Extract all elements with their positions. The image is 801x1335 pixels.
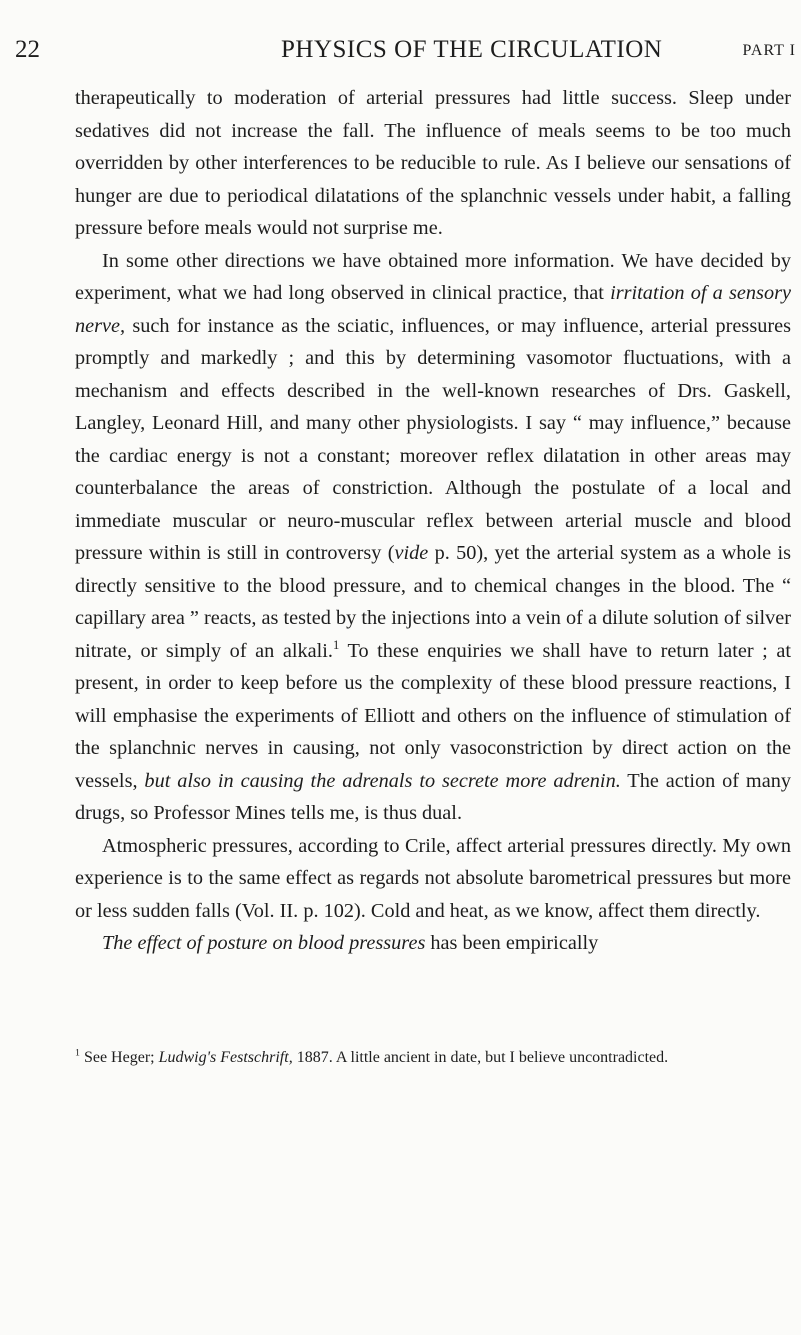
- footnote-marker: 1: [75, 1047, 80, 1059]
- italic-text: but also in causing the adrenals to secrete more adrenin.: [144, 769, 621, 792]
- text-run: such for instance as the sciatic, influences, or may influence, arterial pressures promptly and markedly ; and this by determining vasomotor fluctuations, with a mechanism and effects described in the well-known researches of Drs. Gaskell, Langley, Leonard Hill, and many other physiologists. I say “ may influence,” because the cardiac energy is not a constant; moreover reflex dilatation in other areas may counterbalance the areas of constriction. Although the postulate of a local and immediate muscular or neuro-muscular reflex between arterial muscle and blood pressure within is still in controversy (: [75, 314, 791, 564]
- text-run: therapeutically to moderation of arterial pressures had little success. Sleep under sedatives did not increase the fall. The influence of meals seems to be too much overridden by other interferences to be reducible to rule. As I believe our sensations of hunger are due to periodical dilatations of the splanchnic vessels under habit, a falling pressure before meals would not surprise me.: [75, 87, 791, 239]
- text-run: Atmospheric pressures, according to Crile, affect arterial pressures directly. My own experience is to the same effect as regards not absolute barometrical pressures but more or less sudden falls (Vol. II. p. 102). Cold and heat, as we know, affect them directly.: [75, 834, 791, 922]
- footnote: [75, 1046, 791, 1069]
- italic-text: irritation of a sensory nerve,: [75, 282, 791, 337]
- text-run: In some other directions we have obtained more information. We have decided by experiment, what we had long observed in clinical practice, that: [75, 249, 791, 304]
- text-run: To these enquiries we shall have to return later ; at present, in order to keep before us the complexity of these blood pressure reactions, I will emphasise the experiments of Elliott and others on the influence of stimulation of the splanchnic nerves in causing, not only vasoconstriction by direct action on the vessels,: [75, 639, 791, 792]
- text-run: The action of many drugs, so Professor Mines tells me, is thus dual.: [75, 769, 791, 824]
- italic-text: vide: [394, 542, 429, 564]
- paragraph: [75, 82, 791, 245]
- paragraph: [75, 245, 791, 830]
- body-text: [75, 82, 791, 960]
- footnote-marker: 1: [332, 637, 340, 652]
- italic-text: The effect of posture on blood pressures: [102, 932, 426, 954]
- part-label: PART I: [742, 42, 796, 59]
- paragraph: [75, 927, 791, 960]
- running-title: PHYSICS OF THE CIRCULATION: [281, 36, 663, 63]
- text-run: p. 50), yet the arterial system as a whole is directly sensitive to the blood pressure, and to chemical changes in the blood. The “ capillary area ” reacts, as tested by the injections into a vein of a dilute solution of silver nitrate, or simply of an alkali.: [75, 542, 791, 662]
- text-run: 1887. A little ancient in date, but I believe uncontradicted.: [292, 1049, 669, 1066]
- text-run: See Heger;: [79, 1049, 159, 1066]
- italic-text: Ludwig's Festschrift,: [158, 1049, 293, 1066]
- running-header: [15, 36, 796, 72]
- text-run: has been empirically: [425, 932, 599, 954]
- page-number: 22: [15, 36, 40, 63]
- paragraph: [75, 830, 791, 928]
